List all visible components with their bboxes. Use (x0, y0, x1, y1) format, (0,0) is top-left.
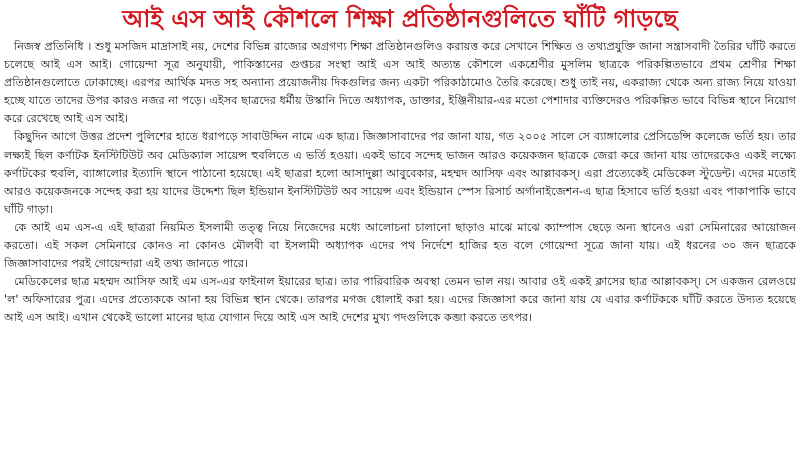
article-headline: আই এস আই কৌশলে শিক্ষা প্রতিষ্ঠানগুলিতে ঘাঁটি গাড়ছে (122, 5, 678, 33)
article-paragraph-4: মেডিকেলের ছাত্র মহম্মদ আসিফ আই এম এস-এর ফাইনাল ইয়ারের ছাত্র। তার পারিবারিক অবস্থা তেমন ভাল নয়। আবার ওই একই ক্লাসের ছাত্র আল্লাবকস্‌। সে একজন রেলওয়ে 'ল' অফিসারের পুত্র। এদের প্রত্যেককে আনা হয় বিভিন্ন স্থান থেকে। তারপর মগজ ধোলাই করা হয়। এদের জিজ্ঞাসা করে জানা যায় যে এবার কর্ণাটককে ঘাঁটি করতে উদ্যত হয়েছে আই এস আই। এখান থেকেই ভালো মানের ছাত্র যোগান দিয়ে আই এস আই দেশের মুখ্য পদগুলিকে কব্জা করতে তৎপর। (4, 275, 796, 325)
article-body (4, 38, 796, 464)
article-paragraph-1: নিজস্ব প্রতিনিধি । শুধু মসজিদ মাদ্রাসাই নয়, দেশের বিভিন্ন রাজ্যের অগ্রগণ্য শিক্ষা প্রতিষ্ঠানগুলিও করায়ত্ত করে সেখানে শিক্ষিত ও তথ্যপ্রযুক্তি জানা সন্ত্রাসবাদী তৈরির ঘাঁটি করতে চলেছে আই এস আই। গোয়েন্দা সূত্র অনুযায়ী, পাকিস্তানের গুপ্তচর সংস্থা আই এস আই অত্যন্ত কৌশলে একশ্রেণীর মুসলিম ছাত্রকে পরিকল্পিতভাবে প্রথম শ্রেণীর শিক্ষা প্রতিষ্ঠানগুলোতে ঢোকাচ্ছে। এরপর আর্থিক মদত সহ অন্যান্য প্রয়োজনীয় দিকগুলির জন্য একটা পরিকাঠামোও তৈরি করেছে। শুধু তাই নয়, একরাজ্য থেকে অন্য রাজ্য নিয়ে যাওয়া হচ্ছে যাতে তাদের উপর কারও নজর না পড়ে। এইসব ছাত্রদের ধর্মীয় উস্কানি দিতে অধ্যাপক, ডাক্তার, ইঞ্জিনীয়ার-এর মতো পেশাদার ব্যক্তিদেরও পরিকল্পিত ভাবে বিভিন্ন স্থানে নিয়োগ করে রেখেছে আই এস আই। (4, 40, 796, 126)
article-paragraph-3: কে আই এম এস-এ এই ছাত্ররা নিয়মিত ইসলামী তত্ত্ব নিয়ে নিজেদের মধ্যে আলোচনা চালানো ছাড়াও মাঝে মাঝে ক্যাম্পাস ছেড়ে অন্য স্থানেও এরা সেমিনারের আয়োজন করতো। এই সকল সেমিনারে কোনও না কোনও মৌলবী বা ইসলামী অধ্যাপক এদের পথ নির্দেশে হাজির হত বলে গোয়েন্দা সূত্রে জানা যায়। এই ধরনের ৩০ জন ছাত্রকে জিজ্ঞাসাবাদের পরই গোয়েন্দারা এই তথ্য জানতে পারে। (4, 220, 796, 271)
article-paragraph-2: কিছুদিন আগে উত্তর প্রদেশ পুলিশের হাতে ধরাপড়ে সাবাউদ্দিন নামে এক ছাত্র। জিজ্ঞাসাবাদের পর জানা যায়, গত ২০০৫ সালে সে ব্যাঙ্গালোর প্রেসিডেন্সি কলেজে ভর্তি হয়। তার লক্ষ্যই ছিল কর্ণাটক ইনস্টিটিউট অব মেডিক্যাল সায়েন্স হুবলিতে এ ভর্তি হওয়া। একই ভাবে সন্দেহ ভাজন আরও কয়েকজন ছাত্রকে জেরা করে জানা যায় তাদেরকেও একই লক্ষ্যে কর্ণাটকের হুবলি, ব্যাঙ্গালোর ইত্যাদি স্থানে পাঠানো হয়েছে। এই ছাত্ররা হলো আসাদুল্লা আবুবেকার, মহম্মদ আসিফ এবং আল্লাবকস্‌। এরা প্রত্যেকেই মেডিকেল স্টুডেন্ট। এদের মতোই আরও কয়েকজনকে সন্দেহ করা হয় যাদের উদ্দেশ্য ছিল ইন্ডিয়ান ইনস্টিটিউট অব সায়েন্স এবং ইন্ডিয়ান স্পেস রিসার্চ অর্গানাইজেশন-এ ছাত্র হিসাবে ভর্তি হওয়া এবং পাকাপাকি ভাবে ঘাঁটি গাড়া। (4, 130, 796, 216)
